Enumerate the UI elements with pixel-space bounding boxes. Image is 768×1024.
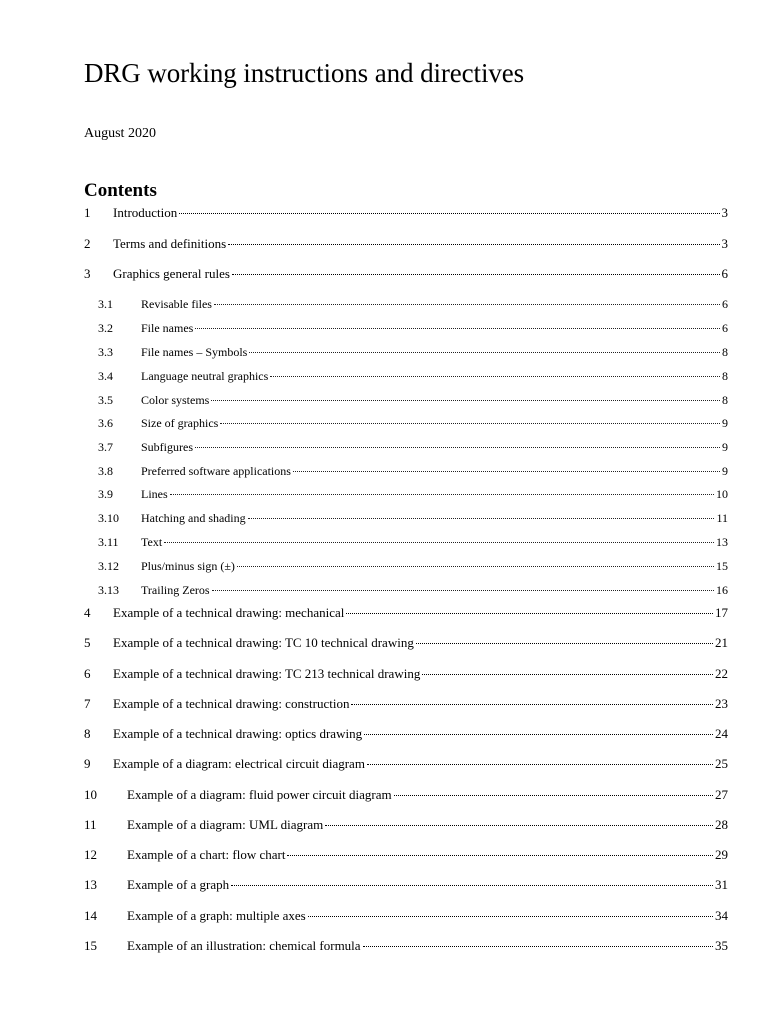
toc-entry-number: 15 xyxy=(84,938,97,953)
toc-dot-leader xyxy=(195,447,720,448)
toc-entry-label: Text xyxy=(141,535,163,549)
toc-entry-number: 12 xyxy=(84,847,97,862)
toc-entry-number: 3.3 xyxy=(98,345,113,359)
toc-entry-page: 17 xyxy=(715,605,728,620)
toc-entry-page: 13 xyxy=(716,535,728,549)
toc-entry-page: 25 xyxy=(715,756,728,771)
toc-entry-number: 3.12 xyxy=(98,559,119,573)
toc-dot-leader xyxy=(422,674,713,675)
toc-dot-leader xyxy=(325,825,713,826)
toc-entry-number: 3 xyxy=(84,266,91,281)
toc-entry-label: Example of a technical drawing: TC 213 technical drawing xyxy=(113,666,421,681)
toc-entry-page: 29 xyxy=(715,847,728,862)
toc-entry-page: 10 xyxy=(716,487,728,501)
toc-entry[interactable] xyxy=(84,234,728,254)
toc-entry[interactable] xyxy=(98,294,728,314)
toc-dot-leader xyxy=(363,946,713,947)
toc-entry-number: 3.13 xyxy=(98,583,119,597)
toc-entry[interactable] xyxy=(98,366,728,386)
toc-entry-label: Example of a chart: flow chart xyxy=(127,847,286,862)
toc-entry[interactable] xyxy=(98,532,728,552)
toc-entry[interactable] xyxy=(84,754,728,774)
toc-entry-label: Example of a technical drawing: optics drawing xyxy=(113,726,363,741)
toc-entry-label: Example of a technical drawing: construction xyxy=(113,696,350,711)
toc-entry-page: 6 xyxy=(721,266,728,281)
toc-entry-label: Color systems xyxy=(141,393,210,407)
toc-entry-label: Example of a graph xyxy=(127,877,230,892)
toc-entry[interactable] xyxy=(98,461,728,481)
toc-entry[interactable] xyxy=(84,724,728,744)
toc-entry-label: Hatching and shading xyxy=(141,511,246,525)
toc-entry-number: 5 xyxy=(84,635,91,650)
toc-entry[interactable] xyxy=(84,264,728,284)
toc-entry[interactable] xyxy=(84,936,728,956)
toc-entry-label: Example of a diagram: UML diagram xyxy=(127,817,324,832)
toc-entry-page: 24 xyxy=(715,726,728,741)
toc-entry-page: 6 xyxy=(722,321,728,335)
toc-entry-number: 3.6 xyxy=(98,416,113,430)
toc-entry-label: File names xyxy=(141,321,194,335)
toc-entry-number: 3.7 xyxy=(98,440,113,454)
toc-entry-number: 3.10 xyxy=(98,511,119,525)
toc-dot-leader xyxy=(351,704,713,705)
toc-entry-label: Example of a technical drawing: mechanical xyxy=(113,605,345,620)
toc-entry-label: Language neutral graphics xyxy=(141,369,269,383)
toc-entry-page: 3 xyxy=(721,205,728,220)
toc-entry-number: 11 xyxy=(84,817,97,832)
toc-entry-page: 8 xyxy=(722,393,728,407)
toc-entry-label: Revisable files xyxy=(141,297,212,311)
toc-entry[interactable] xyxy=(98,390,728,410)
toc-dot-leader xyxy=(231,885,713,886)
toc-entry-label: Example of a technical drawing: TC 10 technical drawing xyxy=(113,635,414,650)
toc-entry[interactable] xyxy=(98,413,728,433)
toc-entry[interactable] xyxy=(84,633,728,653)
toc-entry-number: 10 xyxy=(84,787,97,802)
toc-dot-leader xyxy=(232,274,720,275)
toc-entry-page: 9 xyxy=(722,440,728,454)
toc-entry[interactable] xyxy=(98,484,728,504)
toc-dot-leader xyxy=(308,916,713,917)
toc-dot-leader xyxy=(416,643,713,644)
toc-entry[interactable] xyxy=(98,556,728,576)
toc-dot-leader xyxy=(293,471,720,472)
toc-entry-number: 3.9 xyxy=(98,487,113,501)
toc-entry-number: 7 xyxy=(84,696,91,711)
toc-entry[interactable] xyxy=(84,785,728,805)
toc-entry-number: 3.11 xyxy=(98,535,119,549)
toc-entry-page: 8 xyxy=(722,345,728,359)
toc-entry[interactable] xyxy=(84,815,728,835)
toc-entry-page: 34 xyxy=(715,908,728,923)
toc-dot-leader xyxy=(248,518,715,519)
toc-entry-number: 3.5 xyxy=(98,393,113,407)
toc-entry-number: 3.2 xyxy=(98,321,113,335)
toc-entry-label: Preferred software applications xyxy=(141,464,291,478)
toc-entry-number: 2 xyxy=(84,236,91,251)
toc-entry-number: 3.1 xyxy=(98,297,113,311)
toc-entry[interactable] xyxy=(84,603,728,623)
toc-entry[interactable] xyxy=(84,875,728,895)
toc-entry-page: 9 xyxy=(722,416,728,430)
toc-dot-leader xyxy=(228,244,719,245)
toc-entry-page: 6 xyxy=(722,297,728,311)
document-date: August 2020 xyxy=(84,126,156,141)
toc-entry-page: 28 xyxy=(715,817,728,832)
toc-entry-page: 21 xyxy=(715,635,728,650)
toc-entry-page: 9 xyxy=(722,464,728,478)
toc-entry[interactable] xyxy=(98,318,728,338)
toc-entry-number: 9 xyxy=(84,756,91,771)
toc-entry[interactable] xyxy=(98,508,728,528)
toc-entry[interactable] xyxy=(84,203,728,223)
toc-dot-leader xyxy=(249,352,720,353)
toc-dot-leader xyxy=(237,566,714,567)
toc-entry[interactable] xyxy=(98,580,728,600)
toc-entry-page: 16 xyxy=(716,583,728,597)
toc-entry-label: Graphics general rules xyxy=(113,266,230,281)
toc-entry-page: 22 xyxy=(715,666,728,681)
toc-entry-label: Example of an illustration: chemical formula xyxy=(127,938,361,953)
toc-entry-label: Example of a graph: multiple axes xyxy=(127,908,306,923)
toc-entry-number: 8 xyxy=(84,726,91,741)
toc-dot-leader xyxy=(214,304,720,305)
toc-entry-label: Lines xyxy=(141,487,168,501)
toc-dot-leader xyxy=(367,764,713,765)
toc-entry-page: 31 xyxy=(715,877,728,892)
toc-entry[interactable] xyxy=(98,437,728,457)
toc-entry-page: 15 xyxy=(716,559,728,573)
toc-dot-leader xyxy=(364,734,713,735)
toc-entry-number: 14 xyxy=(84,908,97,923)
toc-entry-page: 11 xyxy=(716,511,728,525)
toc-entry-label: Size of graphics xyxy=(141,416,219,430)
toc-dot-leader xyxy=(211,400,720,401)
toc-entry-page: 8 xyxy=(722,369,728,383)
toc-entry-label: Trailing Zeros xyxy=(141,583,210,597)
toc-dot-leader xyxy=(164,542,714,543)
toc-dot-leader xyxy=(179,213,719,214)
toc-entry-page: 3 xyxy=(721,236,728,251)
toc-entry-label: Introduction xyxy=(113,205,178,220)
document-title: DRG working instructions and directives xyxy=(84,58,525,88)
toc-entry-label: Plus/minus sign (±) xyxy=(141,559,235,573)
toc-entry-label: Example of a diagram: fluid power circuit diagram xyxy=(127,787,392,802)
toc-entry-number: 6 xyxy=(84,666,91,681)
toc-entry-page: 27 xyxy=(715,787,728,802)
toc-entry-number: 3.8 xyxy=(98,464,113,478)
toc-entry-label: Subfigures xyxy=(141,440,193,454)
contents-heading: Contents xyxy=(84,180,157,201)
toc-dot-leader xyxy=(220,423,720,424)
toc-dot-leader xyxy=(195,328,720,329)
toc-entry-page: 23 xyxy=(715,696,728,711)
toc-entry[interactable] xyxy=(84,845,728,865)
toc-entry-number: 1 xyxy=(84,205,91,220)
toc-dot-leader xyxy=(394,795,713,796)
toc-entry[interactable] xyxy=(84,906,728,926)
toc-entry-label: File names – Symbols xyxy=(141,345,248,359)
toc-entry-number: 13 xyxy=(84,877,97,892)
toc-dot-leader xyxy=(346,613,713,614)
toc-entry[interactable] xyxy=(98,342,728,362)
toc-dot-leader xyxy=(212,590,714,591)
toc-entry-number: 4 xyxy=(84,605,91,620)
toc-entry[interactable] xyxy=(84,694,728,714)
toc-entry-page: 35 xyxy=(715,938,728,953)
toc-entry[interactable] xyxy=(84,664,728,684)
toc-entry-label: Example of a diagram: electrical circuit diagram xyxy=(113,756,365,771)
toc-dot-leader xyxy=(287,855,713,856)
toc-entry-label: Terms and definitions xyxy=(113,236,227,251)
toc-entry-number: 3.4 xyxy=(98,369,113,383)
toc-dot-leader xyxy=(170,494,714,495)
toc-dot-leader xyxy=(270,376,720,377)
